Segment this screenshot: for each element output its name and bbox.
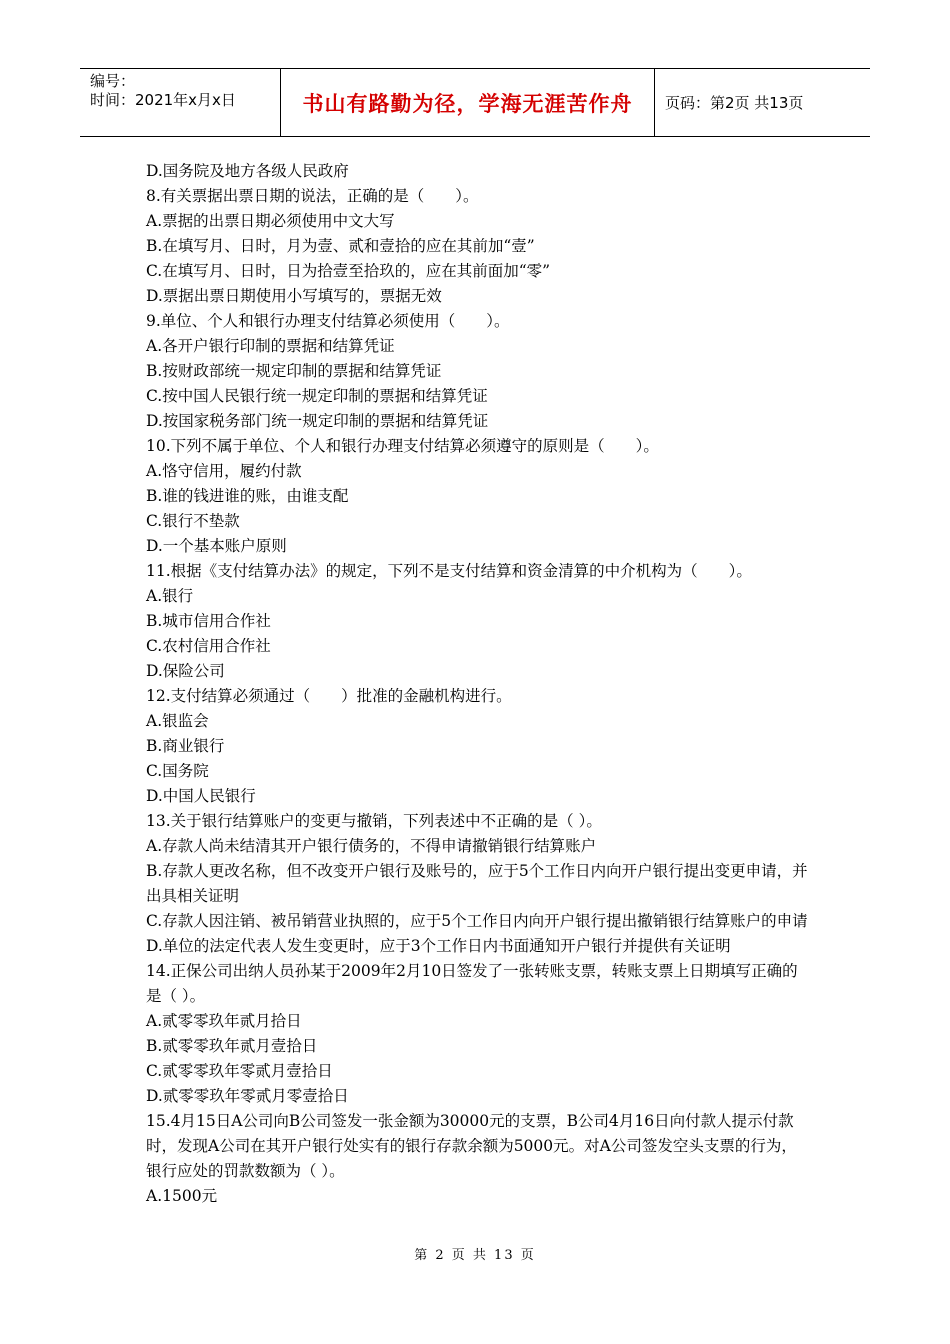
text-line: B.在填写月、日时，月为壹、贰和壹拾的应在其前加“壹” bbox=[146, 237, 535, 255]
text-line: B.存款人更改名称，但不改变开户银行及账号的，应于5个工作日内向开户银行提出变更申请，并出具相关证明 bbox=[146, 862, 808, 905]
document-body bbox=[146, 159, 812, 1209]
text-line: 15.4月15日A公司向B公司签发一张金额为30000元的支票，B公司4月16日向付款人提示付款时，发现A公司在其开户银行处实有的银行存款余额为5000元。对A公司签发空头支票的行为，银行应处的罚款数额为（ ）。 bbox=[146, 1112, 797, 1180]
text-line: C.按中国人民银行统一规定印制的票据和结算凭证 bbox=[146, 387, 488, 405]
text-line: B.城市信用合作社 bbox=[146, 612, 271, 630]
text-line: A.银监会 bbox=[146, 712, 209, 730]
text-line: D.保险公司 bbox=[146, 662, 225, 680]
text-line: D.贰零零玖年零贰月零壹拾日 bbox=[146, 1087, 349, 1105]
text-line: 10.下列不属于单位、个人和银行办理支付结算必须遵守的原则是（ ）。 bbox=[146, 437, 659, 455]
document-number-label: 编号： bbox=[90, 72, 136, 90]
header-motto: 书山有路勤为径，学海无涯苦作舟 bbox=[281, 69, 655, 136]
text-line: A.贰零零玖年贰月拾日 bbox=[146, 1012, 302, 1030]
document-date: 时间：2021年x月x日 bbox=[90, 91, 236, 109]
header-meta bbox=[80, 69, 281, 136]
text-line: D.国务院及地方各级人民政府 bbox=[146, 162, 349, 180]
text-line: C.银行不垫款 bbox=[146, 512, 240, 530]
text-line: A.恪守信用，履约付款 bbox=[146, 462, 302, 480]
text-line: C.国务院 bbox=[146, 762, 209, 780]
text-line: D.按国家税务部门统一规定印制的票据和结算凭证 bbox=[146, 412, 489, 430]
text-line: 12.支付结算必须通过（ ）批准的金融机构进行。 bbox=[146, 687, 512, 705]
text-line: A.票据的出票日期必须使用中文大写 bbox=[146, 212, 395, 230]
text-line: 8.有关票据出票日期的说法，正确的是（ ）。 bbox=[146, 187, 479, 205]
text-line: A.存款人尚未结清其开户银行债务的，不得申请撤销银行结算账户 bbox=[146, 837, 597, 855]
text-line: B.谁的钱进谁的账，由谁支配 bbox=[146, 487, 349, 505]
text-line: 14.正保公司出纳人员孙某于2009年2月10日签发了一张转账支票，转账支票上日期填写正确的是（ ）。 bbox=[146, 962, 798, 1005]
text-line: D.中国人民银行 bbox=[146, 787, 256, 805]
text-line: 11.根据《支付结算办法》的规定，下列不是支付结算和资金清算的中介机构为（ ）。 bbox=[146, 562, 752, 580]
text-line: D.票据出票日期使用小写填写的，票据无效 bbox=[146, 287, 442, 305]
text-line: B.按财政部统一规定印制的票据和结算凭证 bbox=[146, 362, 442, 380]
header-page-info: 页码：第2页 共13页 bbox=[665, 94, 804, 112]
text-line: A.银行 bbox=[146, 587, 194, 605]
text-line: C.贰零零玖年零贰月壹拾日 bbox=[146, 1062, 333, 1080]
text-line: C.在填写月、日时，日为拾壹至拾玖的，应在其前面加“零” bbox=[146, 262, 551, 280]
text-line: 13.关于银行结算账户的变更与撤销，下列表述中不正确的是（ ）。 bbox=[146, 812, 602, 830]
page-footer: 第 2 页 共 13 页 bbox=[414, 1248, 536, 1263]
text-line: 9.单位、个人和银行办理支付结算必须使用（ ）。 bbox=[146, 312, 510, 330]
text-line: D.一个基本账户原则 bbox=[146, 537, 287, 555]
text-line: D.单位的法定代表人发生变更时，应于3个工作日内书面通知开户银行并提供有关证明 bbox=[146, 937, 731, 955]
text-line: A.1500元 bbox=[146, 1187, 218, 1205]
page-header bbox=[80, 68, 870, 137]
text-line: C.农村信用合作社 bbox=[146, 637, 271, 655]
text-line: C.存款人因注销、被吊销营业执照的，应于5个工作日内向开户银行提出撤销银行结算账户的申请 bbox=[146, 912, 808, 930]
text-line: B.贰零零玖年贰月壹拾日 bbox=[146, 1037, 318, 1055]
text-line: A.各开户银行印制的票据和结算凭证 bbox=[146, 337, 395, 355]
text-line: B.商业银行 bbox=[146, 737, 225, 755]
